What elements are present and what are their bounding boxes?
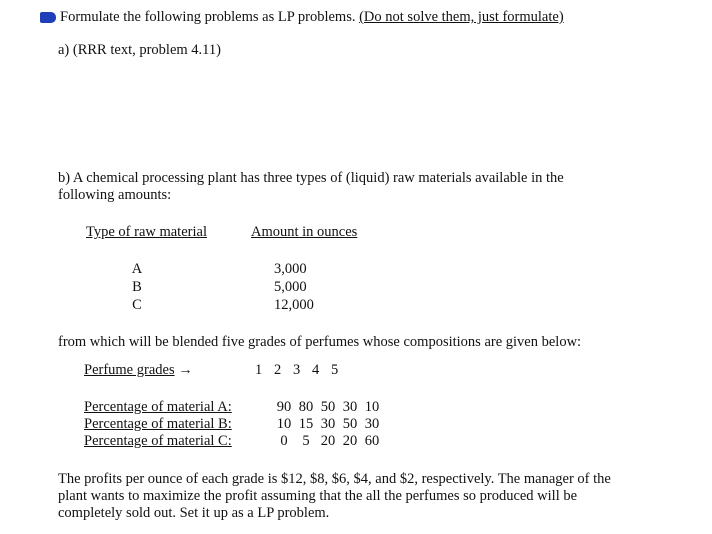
grade-number: 2 xyxy=(274,362,282,378)
grades-row-label xyxy=(84,362,193,379)
raw-type-b: B xyxy=(132,279,142,295)
composition-label-b: Percentage of material B: xyxy=(84,416,232,432)
composition-label-a: Percentage of material A: xyxy=(84,399,232,415)
composition-value: 10 xyxy=(364,399,380,415)
grade-number: 4 xyxy=(312,362,320,378)
composition-value: 10 xyxy=(276,416,292,432)
grades-label: Perfume grades xyxy=(84,362,175,378)
composition-values-c xyxy=(273,433,383,450)
raw-amount-c: 12,000 xyxy=(274,297,314,313)
composition-value: 20 xyxy=(342,433,358,449)
composition-value: 50 xyxy=(320,399,336,415)
composition-value: 5 xyxy=(302,433,310,449)
raw-table-header-type: Type of raw material xyxy=(86,224,207,240)
composition-value: 90 xyxy=(276,399,292,415)
raw-amount-b: 5,000 xyxy=(274,279,307,295)
grades-numbers xyxy=(255,362,350,379)
profit-line-1: The profits per ounce of each grade is $12, $8, $6, $4, and $2, respectively. The manager of the xyxy=(58,471,611,487)
part-b-line-1: b) A chemical processing plant has three types of (liquid) raw materials available in the xyxy=(58,170,564,186)
profit-line-2: plant wants to maximize the profit assuming that the all the perfumes so produced will be xyxy=(58,488,578,504)
intro-line xyxy=(60,9,564,26)
composition-value: 50 xyxy=(342,416,358,432)
raw-type-c: C xyxy=(132,297,142,313)
profit-line-3: completely sold out. Set it up as a LP problem. xyxy=(58,505,330,521)
blend-text: from which will be blended five grades of perfumes whose compositions are given below: xyxy=(58,334,582,350)
part-a-label: a) (RRR text, problem 4.11) xyxy=(58,42,221,58)
composition-value: 30 xyxy=(364,416,380,432)
bullet-icon xyxy=(40,12,56,23)
composition-value: 15 xyxy=(298,416,314,432)
composition-value: 20 xyxy=(320,433,336,449)
raw-amount-a: 3,000 xyxy=(274,261,307,277)
composition-value: 60 xyxy=(364,433,380,449)
composition-values-b xyxy=(273,416,383,433)
part-b-line-2: following amounts: xyxy=(58,187,172,203)
right-arrow-icon: → xyxy=(178,362,193,378)
intro-note: (Do not solve them, just formulate) xyxy=(359,9,564,25)
composition-value: 30 xyxy=(342,399,358,415)
grade-number: 3 xyxy=(293,362,301,378)
composition-values-a xyxy=(273,399,383,416)
composition-value: 80 xyxy=(298,399,314,415)
composition-label-c: Percentage of material C: xyxy=(84,433,232,449)
raw-table-header-amount: Amount in ounces xyxy=(251,224,358,240)
grade-number: 5 xyxy=(331,362,339,378)
composition-value: 0 xyxy=(280,433,288,449)
intro-text: Formulate the following problems as LP problems. xyxy=(60,9,356,25)
composition-value: 30 xyxy=(320,416,336,432)
raw-type-a: A xyxy=(131,261,143,277)
grade-number: 1 xyxy=(255,362,263,378)
